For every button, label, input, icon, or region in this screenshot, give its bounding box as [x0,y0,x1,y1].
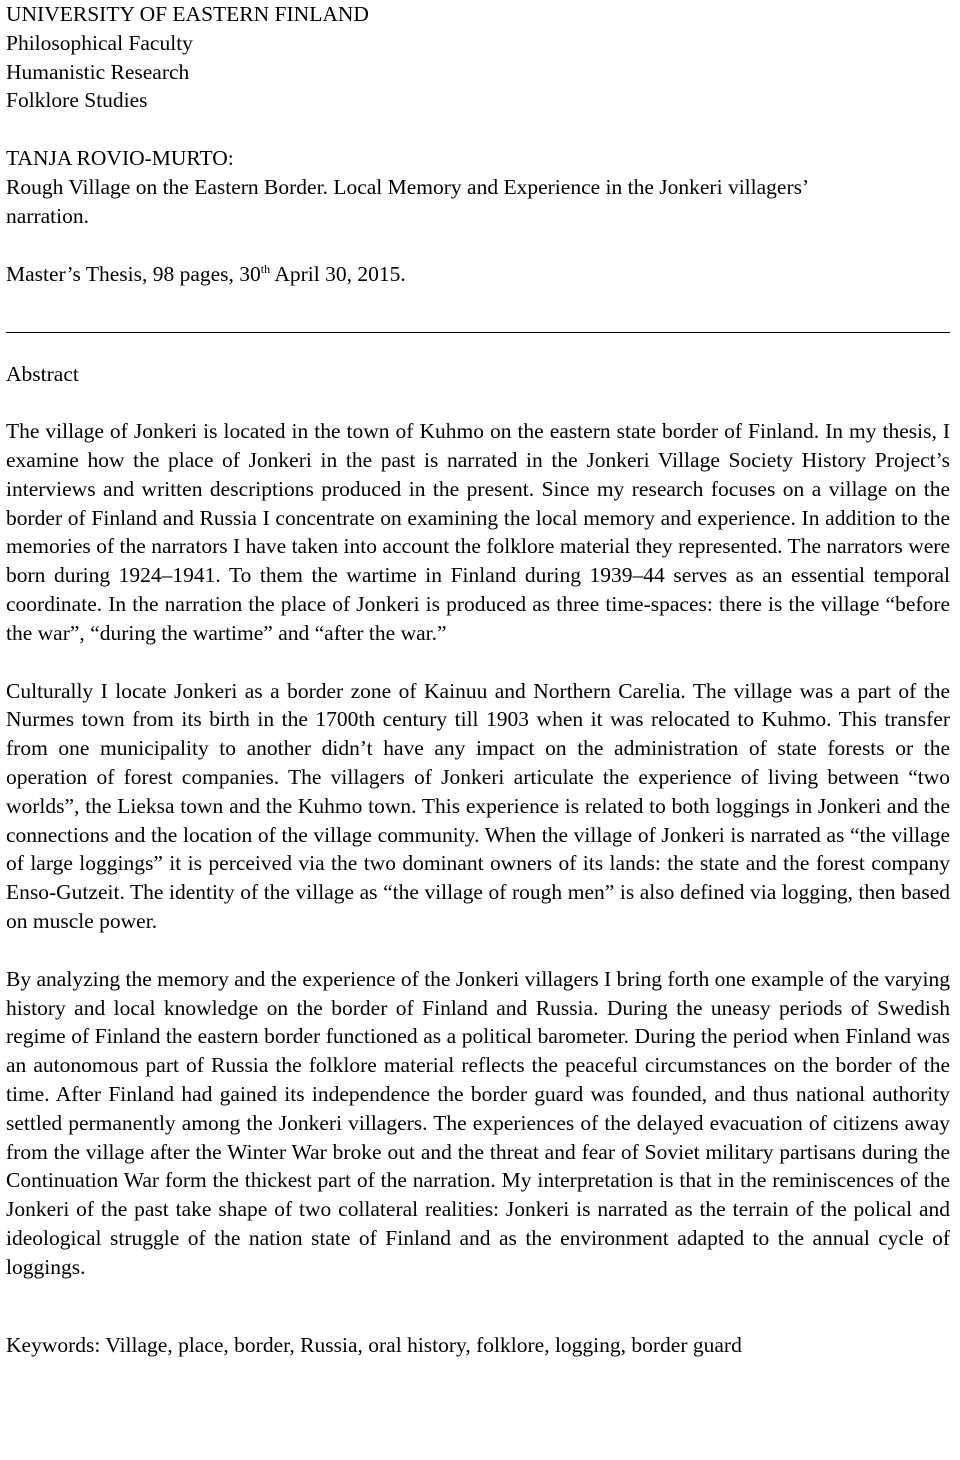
abstract-paragraph-2: Culturally I locate Jonkeri as a border zone of Kainuu and Northern Carelia. The village was a part of the Nurmes town from its birth in the 1700th century till 1903 when it was relocated to Kuhmo. This transfer from one municipality to another didn’t have any impact on the administration of state forests or the operation of forest companies. The villagers of Jonkeri articulate the experience of living between “two worlds”, the Lieksa town and the Kuhmo town. This experience is related to both loggings in Jonkeri and the connections and the location of the village community. When the village of Jonkeri is narrated as “the village of large loggings” it is perceived via the two dominant owners of its lands: the state and the forest company Enso-Gutzeit. The identity of the village as “the village of rough men” is also defined via logging, then based on muscle power. [6,678,950,933]
thesis-details-prefix: Master’s Thesis, 98 pages, 30 [6,261,261,286]
department-name: Humanistic Research [6,59,190,84]
spacer [6,115,958,144]
spacer [6,936,958,965]
spacer [6,648,958,677]
university-name: UNIVERSITY OF EASTERN FINLAND [6,2,369,26]
thesis-details-suffix: April 30, 2015. [270,261,406,286]
thesis-title-block [6,144,958,230]
abstract-heading: Abstract [6,362,79,387]
thesis-details [6,260,958,289]
divider-wrap [6,288,958,348]
document-page [6,0,958,1360]
abstract-paragraph-1: The village of Jonkeri is located in the town of Kuhmo on the eastern state border of Finland. In my thesis, I examine how the place of Jonkeri in the past is narrated in the Jonkeri Village Society History Project’s interviews and written descriptions produced in the present. Since my research focuses on a village on the border of Finland and Russia I concentrate on examining the local memory and experience. In addition to the memories of the narrators I have taken into account the folklore material they represented. The narrators were born during 1924–1941. To them the wartime in Finland during 1939–44 serves as an essential temporal coordinate. In the narration the place of Jonkeri is produced as three time-spaces: there is the village “before the war”, “during the wartime” and “after the war.” [6,419,950,645]
subject-name: Folklore Studies [6,88,148,113]
thesis-title-line-2: narration. [6,203,89,228]
author-name: TANJA ROVIO-MURTO: [6,146,234,171]
keywords-line: Keywords: Village, place, border, Russia, oral history, folklore, logging, border guard [6,1333,742,1358]
thesis-title-line-1: Rough Village on the Eastern Border. Local Memory and Experience in the Jonkeri villagers’ [6,174,810,199]
horizontal-rule [6,332,950,333]
abstract-paragraph-3: By analyzing the memory and the experience of the Jonkeri villagers I bring forth one example of the varying history and local knowledge on the border of Finland and Russia. During the uneasy periods of Swedish regime of Finland the eastern border functioned as a political barometer. During the period when Finland was an autonomous part of Russia the folklore material reflects the peaceful circumstances on the border of the time. After Finland had gained its independence the border guard was founded, and thus national authority settled permanently among the Jonkeri villagers. The experiences of the delayed evacuation of citizens away from the village after the Winter War broke out and the threat and fear of Soviet military partisans during the Continuation War form the thickest part of the narration. My interpretation is that in the reminiscences of the Jonkeri of the past take shape of two collateral realities: Jonkeri is narrated as the terrain of the polical and ideological struggle of the nation state of Finland and as the environment adapted to the annual cycle of loggings. [6,966,950,1279]
faculty-name: Philosophical Faculty [6,30,193,55]
spacer [6,231,958,260]
spacer [6,1281,958,1331]
institution-header [6,0,958,115]
thesis-details-superscript: th [260,261,271,276]
spacer [6,389,958,417]
